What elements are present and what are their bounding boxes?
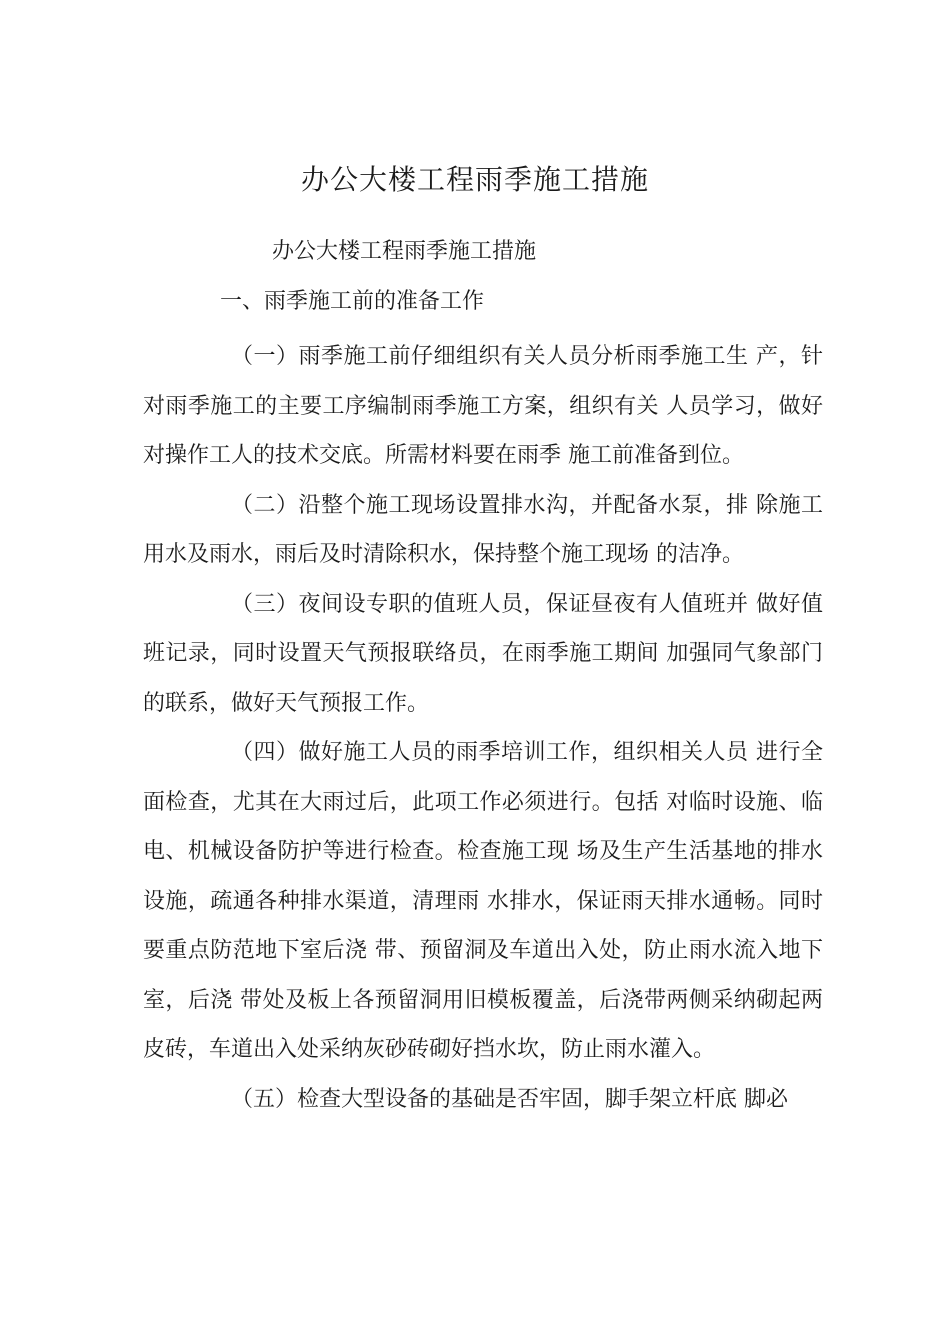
paragraph-3: （三）夜间设专职的值班人员，保证昼夜有人值班并 做好值班记录，同时设置天气预报联络员，在雨季施工期间 加强同气象部门的联系，做好天气预报工作。 [143, 591, 823, 716]
paragraph-5: （五）检查大型设备的基础是否牢固，脚手架立杆底 脚必 [231, 1086, 788, 1112]
paragraph-1: （一）雨季施工前仔细组织有关人员分析雨季施工生 产，针对雨季施工的主要工序编制雨季施工方案，组织有关 人员学习，做好对操作工人的技术交底。所需材料要在雨季 施工前准备到位。 [143, 344, 823, 468]
document-body [143, 332, 823, 1124]
section-heading: 一、雨季施工前的准备工作 [220, 289, 485, 314]
document-title: 办公大楼工程雨季施工措施 [300, 163, 649, 196]
paragraph-2: （二）沿整个施工现场设置排水沟，并配备水泵，排 除施工用水及雨水，雨后及时清除积水，保持整个施工现场 的洁净。 [143, 492, 823, 567]
paragraph-4: （四）做好施工人员的雨季培训工作，组织相关人员 进行全面检查，尤其在大雨过后，此项工作必须进行。包括 对临时设施、临电、机械设备防护等进行检查。检查施工现 场及生产生活基地的排水设施，疏通各种排水渠道，清理雨 水排水，保证雨天排水通畅。同时要重点防范地下室后浇 带、预留洞及车道出入处，防止雨水流入地下室，后浇 带处及板上各预留洞用旧模板覆盖，后浇带两侧采纳砌起两 皮砖，车道出入处采纳灰砂砖砌好挡水坎，防止雨水灌入。 [143, 740, 823, 1062]
document-subtitle: 办公大楼工程雨季施工措施 [272, 239, 537, 264]
